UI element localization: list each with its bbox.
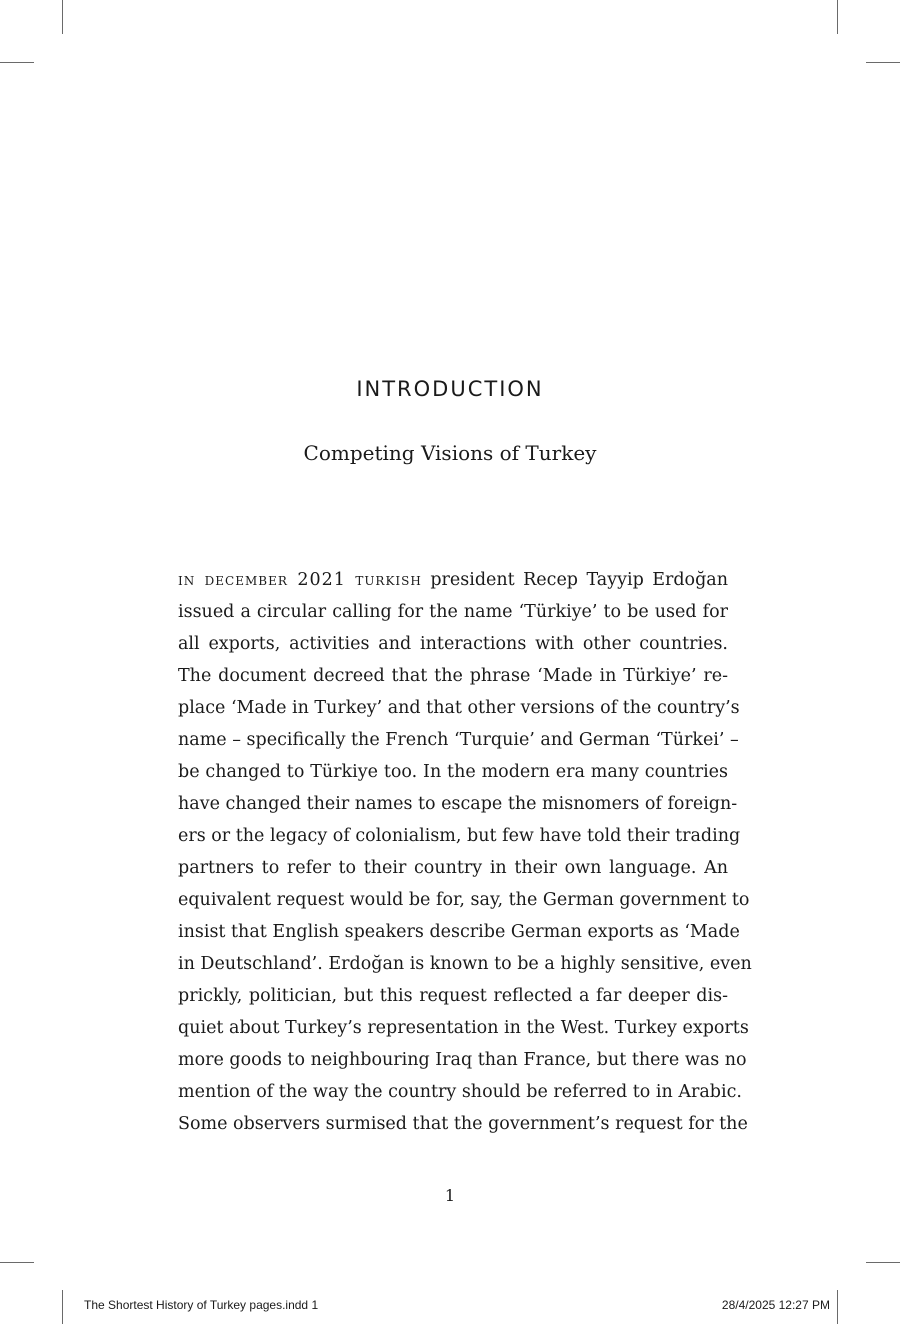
crop-mark-top-right	[837, 0, 838, 34]
text-line: in Deutschland’. Erdoğan is known to be a highly sensitive, even	[178, 954, 752, 974]
text-line: insist that English speakers describe German exports as ‘Made	[178, 922, 740, 942]
text-line: quiet about Turkey’s representation in the West. Turkey exports	[178, 1018, 749, 1038]
crop-mark-bottom-left	[62, 1290, 63, 1324]
text-line: The document decreed that the phrase ‘Made in Türkiye’ re-	[178, 666, 728, 686]
text-line: be changed to Türkiye too. In the modern era many countries	[178, 762, 728, 782]
text-line: issued a circular calling for the name ‘Türkiye’ to be used for	[178, 602, 728, 622]
chapter-label: INTRODUCTION	[356, 377, 544, 401]
text-line: prickly, politician, but this request reflected a far deeper dis-	[178, 986, 728, 1006]
crop-mark-left-top	[0, 62, 34, 63]
text-line: more goods to neighbouring Iraq than France, but there was no	[178, 1050, 747, 1070]
slug-filename: The Shortest History of Turkey pages.indd 1	[84, 1298, 319, 1312]
crop-mark-bottom-right	[837, 1290, 838, 1324]
opening-smallcaps: in december 2021 turkish	[178, 570, 422, 590]
text-line: partners to refer to their country in their own language. An	[178, 858, 728, 878]
crop-mark-right-top	[866, 62, 900, 63]
text-line: name – specifically the French ‘Turquie’ and German ‘Türkei’ –	[178, 730, 739, 750]
crop-mark-left-bottom	[0, 1262, 34, 1263]
text-line: all exports, activities and interactions with other countries.	[178, 634, 728, 654]
text-line: have changed their names to escape the misnomers of foreign-	[178, 794, 738, 814]
crop-mark-top-left	[62, 0, 63, 34]
text-line: Some observers surmised that the government’s request for the	[178, 1114, 748, 1134]
slug-datetime: 28/4/2025 12:27 PM	[721, 1298, 830, 1312]
text-line	[178, 564, 728, 596]
text-line-0: president Recep Tayyip Erdoğan	[421, 570, 728, 590]
text-line: place ‘Made in Turkey’ and that other versions of the country’s	[178, 698, 740, 718]
text-line: equivalent request would be for, say, the German government to	[178, 890, 750, 910]
page-number: 1	[444, 1186, 456, 1205]
text-line: mention of the way the country should be referred to in Arabic.	[178, 1082, 742, 1102]
text-line: ers or the legacy of colonialism, but few have told their trading	[178, 826, 741, 846]
crop-mark-right-bottom	[866, 1262, 900, 1263]
body-paragraph	[178, 564, 752, 1140]
chapter-title: Competing Visions of Turkey	[303, 441, 597, 465]
